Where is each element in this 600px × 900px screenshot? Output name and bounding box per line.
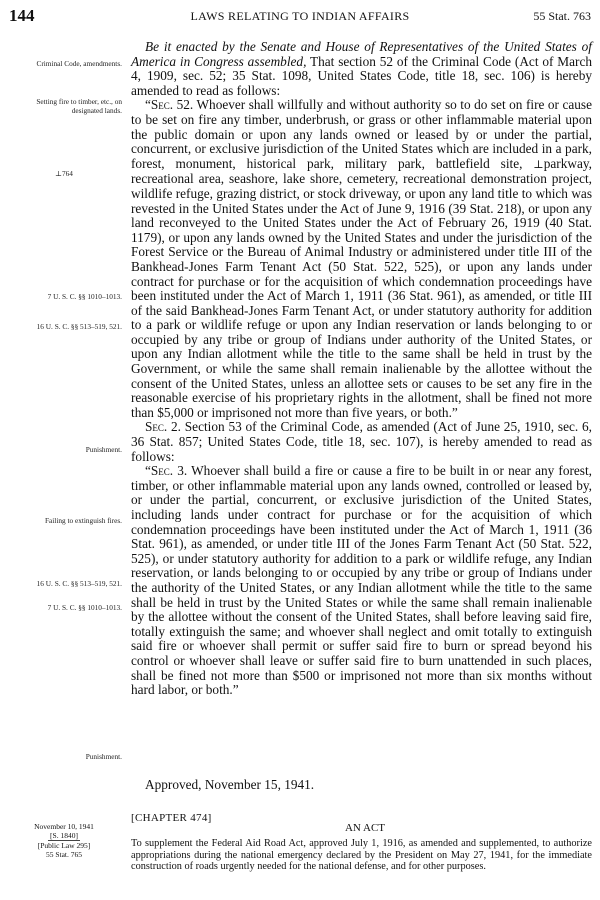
act-heading: AN ACT (344, 822, 386, 834)
sec3-text: Whoever shall build a fire or cause a fire to be built in or near any forest, timber, or other inflammable material upon any lands owned, controlled or leased by, or under the partial, concurrent, or exclusive jurisdiction of the United States, including lands under contract for purchase or for the acquisition of which condemnation proceedings have been instituted under the Act of March 1, 1911 (36 Stat. 961), as amended, or under title III of the Jones Farm Tenant Act (50 Stat. 522, 525), or under statutory authority for addition to a park or wildlife refuge, any Indian reservation, or lands belonging to or occupied by any tribe or group of Indians under the authority of the United States, or any Indian allotment while the title to the same shall be held in trust by the United States or while the same shall remain inalienable by the allottee without the consent of the United States, shall before leaving said fire, totally extinguish the same; and whoever shall neglect and omit totally to extinguish said fire or whoever shall permit or suffer said fire to burn or spread beyond his control or whoever shall leave or suffer said fire to burn unattended in such places, shall be fined not more than $500 or imprisoned not more than six months without hard labor, or both.” (131, 463, 592, 698)
running-title: LAWS RELATING TO INDIAN AFFAIRS (190, 9, 410, 23)
chapter-heading: [CHAPTER 474] (131, 812, 212, 824)
section-3 (131, 464, 592, 698)
section-52 (131, 98, 592, 420)
public-law: [Public Law 295] (37, 841, 91, 850)
sec52-text-b: parkway, recreational area, seashore, lake shore, cemetery, recreational demonstration project, wildlife refuge, grazing district, or stock driveway, or upon any land title to which was revested in the United States under the Act of June 9, 1916 (39 Stat. 218), or upon any land reconveyed to the United States under the Act of February 26, 1919 (40 Stat. 1179), or upon any lands owned by the United States and under the jurisdiction of the Forest Service or the Bureau of Animal Industry or administered under title III of the Bankhead-Jones Farm Tenant Act (50 Stat. 522, 525), or upon any lands under contract for purchase or for the acquisition of which condemnation proceedings have been instituted under the Act of March 1, 1911 (36 Stat. 961), as amended, or title III of the said Bankhead-Jones Farm Tenant Act, or under statutory authority for addition to a park or wildlife refuge or upon any Indian reservation or lands belonging to or occupied by any tribe or group of Indians under authority of the United States, or upon any Indian allotment while the title to the same shall be held in trust by the Government, or while the same shall remain inalienable by the allottee without the consent of the United States, unless an allottee sets or causes to be set any fire in the reasonable exercise of his proprietary rights in the allotment, shall be fined not more than $5,000 or imprisoned not more than five years, or both.” (131, 155, 592, 420)
sec52-label: “Sec. 52. (145, 97, 194, 113)
page-break-mark: ⊥ (533, 158, 544, 171)
approval-line: Approved, November 15, 1941. (145, 777, 315, 792)
enacting-rest: That section 52 of the Criminal Code (Act of March 4, 1909, sec. 52; 35 Stat. 1098, United States Code, title 18, sec. 106) is hereby amended to read as follows: (131, 53, 592, 98)
sec3-label: “Sec. 3. (145, 463, 188, 479)
margin-note-page-mark: ⊥764 (55, 169, 73, 178)
margin-note-punishment: Punishment. (85, 445, 122, 454)
body-text (131, 40, 592, 698)
sec52-text-a: Whoever shall willfully and without authority so to do set on fire or cause to be set on fire any timber, underbrush, or grass or other inflammable material upon the public domain or upon any lands owned or leased by or under the partial, concurrent, or exclusive jurisdiction of the United States which are included in a park, forest, monument, historical park, military park, battlefield site, (131, 97, 592, 171)
enacting-clause (131, 40, 592, 98)
running-header (0, 6, 600, 26)
bill-stat: 55 Stat. 765 (45, 850, 83, 859)
page-number: 144 (9, 6, 35, 25)
margin-note-setting-fire: Setting fire to timber, etc., on designated lands. (36, 97, 122, 115)
sec2-text: Section 53 of the Criminal Code, as amended (Act of June 25, 1910, sec. 6, 36 Stat. 857; United States Code, title 18, sec. 107), is hereby amended to read as follows: (131, 419, 592, 464)
enacting-italic: Be it enacted by the Senate and House of Representatives of the United States of America in Congress assembled, (131, 39, 592, 69)
margin-note-failing-extinguish: Failing to extinguish fires. (44, 516, 122, 525)
margin-note-16usc: 16 U. S. C. §§ 513–519, 521. (36, 322, 122, 331)
section-2 (131, 420, 592, 464)
margin-note-punishment-2: Punishment. (85, 752, 122, 761)
margin-note-criminal-code: Criminal Code, amendments. (36, 59, 122, 68)
bill-date: November 10, 1941 (34, 822, 94, 831)
bill-number: [S. 1840] (50, 831, 78, 840)
margin-note-16usc-2: 16 U. S. C. §§ 513–519, 521. (36, 579, 122, 588)
margin-note-7usc: 7 U. S. C. §§ 1010–1013. (47, 292, 122, 301)
statute-reference: 55 Stat. 763 (533, 9, 591, 23)
margin-note-7usc-2: 7 U. S. C. §§ 1010–1013. (47, 603, 122, 612)
act-purpose: To supplement the Federal Aid Road Act, approved July 1, 1916, as amended and supplemented, to authorize appropriations during the national emergency declared by the President on May 27, 1941, for the immediate construction of roads urgently needed for the national defense, and for other purposes. (131, 838, 592, 873)
sec2-label: Sec. 2. (145, 419, 181, 435)
